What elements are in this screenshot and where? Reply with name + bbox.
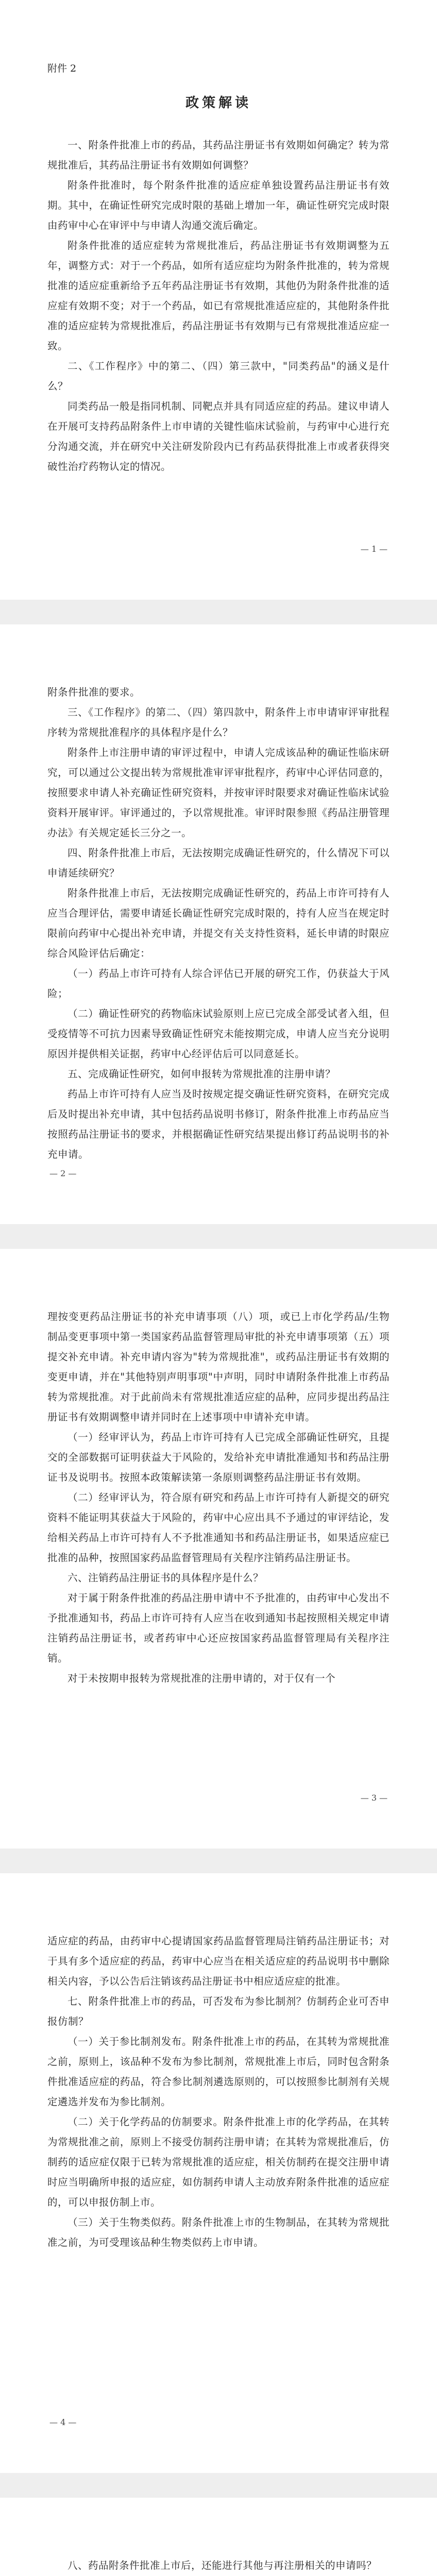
paragraph: 三、《工作程序》的第二、（四）第四款中，附条件上市申请审评审批程序转为常规批准程序的具体程序是什么？ <box>47 706 390 738</box>
paragraph: 六、注销药品注册证书的具体程序是什么？ <box>68 1572 264 1584</box>
page-3 <box>0 1249 437 1849</box>
paragraph: （二）确证性研究的药物临床试验原则上应已完成全部受试者入组，但受疫情等不可抗力因素导致确证性研究未能按期完成，申请人应当充分说明原因并提供相关证据，药审中心经评估后可以同意延长。 <box>47 1008 390 1060</box>
page-number: — 3 — <box>360 1793 388 1803</box>
page-4 <box>0 1873 437 2473</box>
paragraph: 四、附条件批准上市后，无法按期完成确证性研究的，什么情况下可以申请延续研究？ <box>47 847 390 879</box>
paragraph: 一、附条件批准上市的药品，其药品注册证书有效期如何确定？转为常规批准后，其药品注册证书有效期如何调整？ <box>47 139 390 171</box>
attachment-label: 附件 2 <box>47 63 77 74</box>
paragraph: （一）关于参比制剂发布。附条件批准上市的药品，在其转为常规批准之前，原则上，该品种不发布为参比制剂，常规批准上市后，同时包含附条件批准适应症的药品，符合参比制剂遴选原则的，可以按照参比制剂有关规定遴选并发布为参比制剂。 <box>47 2036 390 2108</box>
page-1 <box>0 0 437 600</box>
page-2 <box>0 624 437 1224</box>
paragraph: 对于未按期申报转为常规批准的注册申请的，对于仅有一个 <box>68 1672 336 1684</box>
paragraph: 二、《工作程序》中的第二、（四）第三款中，"同类药品"的涵义是什么？ <box>47 360 390 392</box>
paragraph: 药品上市许可持有人应当及时按规定提交确证性研究资料，在研究完成后及时提出补充申请，其中包括药品说明书修订，附条件批准上市药品应当按照药品注册证书的要求，并根据确证性研究结果提出修订药品说明书的补充申请。 <box>47 1088 390 1160</box>
page-5 <box>0 2498 437 2576</box>
document-title: 政策解读 <box>185 95 251 111</box>
paragraph: 对于属于附条件批准的药品注册申请中不予批准的，由药审中心发出不予批准通知书，药品上市许可持有人应当在收到通知书起按照相关规定申请注销药品注册证书，或者药审中心还应按国家药品监督管理局有关程序注销。 <box>47 1592 390 1664</box>
paragraph: （一）药品上市许可持有人综合评估已开展的研究工作，仍获益大于风险； <box>47 968 390 999</box>
paragraph: 附条件批准的适应症转为常规批准后，药品注册证书有效期调整为五年，调整方式：对于一个药品，如所有适应症均为附条件批准的，转为常规批准的适应症重新给予五年药品注册证书有效期，其他仍为附条件批准的适应症有效期不变；对于一个药品，如已有常规批准适应症的，其他附条件批准的适应症转为常规批准后，药品注册证书有效期与已有常规批准适应症一致。 <box>47 240 390 352</box>
paragraph: 同类药品一般是指同机制、同靶点并具有同适应症的药品。建议申请人在开展可支持药品附条件上市申请的关键性临床试验前，与药审中心进行充分沟通交流，并在研究中关注研发阶段内已有药品获得批准上市或者获得突破性治疗药物认定的情况。 <box>47 400 390 472</box>
page-number: — 2 — <box>49 1168 77 1178</box>
paragraph: 八、药品附条件批准上市后，还能进行其他与再注册相关的申请吗？ <box>68 2560 377 2571</box>
page-number: — 4 — <box>49 2417 77 2427</box>
paragraph: （一）经审评认为，药品上市许可持有人已完成全部确证性研究，且提交的全部数据可证明获益大于风险的，发给补充申请批准通知书和药品注册证书及说明书。按照本政策解读第一条原则调整药品注册证书有效期。 <box>47 1431 390 1483</box>
paragraph: （二）关于化学药品的仿制要求。附条件批准上市的化学药品，在其转为常规批准之前，原则上不接受仿制药注册申请；在其转为常规批准后，仿制药的适应症仅限于已转为常规批准的适应症，相关仿制药在提交注册申请时应当明确所申报的适应症，如仿制药申请人主动放弃附条件批准的适应症的，可以申报仿制上市。 <box>47 2116 390 2208</box>
paragraph: 附条件批准的要求。 <box>47 686 141 698</box>
paragraph: 适应症的药品，由药审中心提请国家药品监督管理局注销药品注册证书；对于具有多个适应症的药品，药审中心应当在相关适应症的药品说明书中删除相关内容，予以公告后注销该药品注册证书中相应适应症的批准。 <box>47 1935 390 1987</box>
paragraph: 附条件批准时，每个附条件批准的适应症单独设置药品注册证书有效期。其中，在确证性研究完成时限的基础上增加一年，确证性研究完成时限由药审中心在审评中与申请人沟通交流后确定。 <box>47 179 390 231</box>
paragraph: 附条件上市注册申请的审评过程中，申请人完成该品种的确证性临床研究，可以通过公文提出转为常规批准审评审批程序，药审中心评估同意的，按照要求申请人补充确证性研究资料，并按审评时限要求对确证性临床试验资料开展审评。审评通过的，予以常规批准。审评时限参照《药品注册管理办法》有关规定延长三分之一。 <box>47 747 390 839</box>
paragraph: 七、附条件批准上市的药品，可否发布为参比制剂？仿制药企业可否申报仿制？ <box>47 1995 390 2027</box>
page-number: — 1 — <box>360 544 388 554</box>
paragraph: 五、完成确证性研究，如何申报转为常规批准的注册申请？ <box>68 1068 336 1080</box>
paragraph: （三）关于生物类似药。附条件批准上市的生物制品，在其转为常规批准之前，为可受理该品种生物类似药上市申请。 <box>47 2216 390 2248</box>
paragraph: 附条件批准上市后，无法按期完成确证性研究的，药品上市许可持有人应当合理评估，需要申请延长确证性研究完成时限的，持有人应当在规定时限前向药审中心提出补充申请，并提交有关支持性资料，延长申请的时限应综合风险评估后确定： <box>47 887 390 959</box>
paragraph: （二）经审评认为，符合原有研究和药品上市许可持有人新提交的研究资料不能证明其获益大于风险的，药审中心应出具不予通过的审评结论，发给相关药品上市许可持有人不予批准通知书和药品注册证书，如果适应症已批准的品种，按照国家药品监督管理局有关程序注销药品注册证书。 <box>47 1492 390 1564</box>
paragraph: 理按变更药品注册证书的补充申请事项（八）项，或已上市化学药品/生物制品变更事项中第一类国家药品监督管理局审批的补充申请事项第（五）项提交补充申请。补充申请内容为"转为常规批准"，或药品注册证书有效期的变更申请，并在"其他特别声明事项"中声明，同时申请附条件批准上市药品转为常规批准。对于此前尚未有常规批准适应症的品种，应同步提出药品注册证书有效期调整申请并同时在上述事项中申请补充申请。 <box>47 1311 390 1423</box>
